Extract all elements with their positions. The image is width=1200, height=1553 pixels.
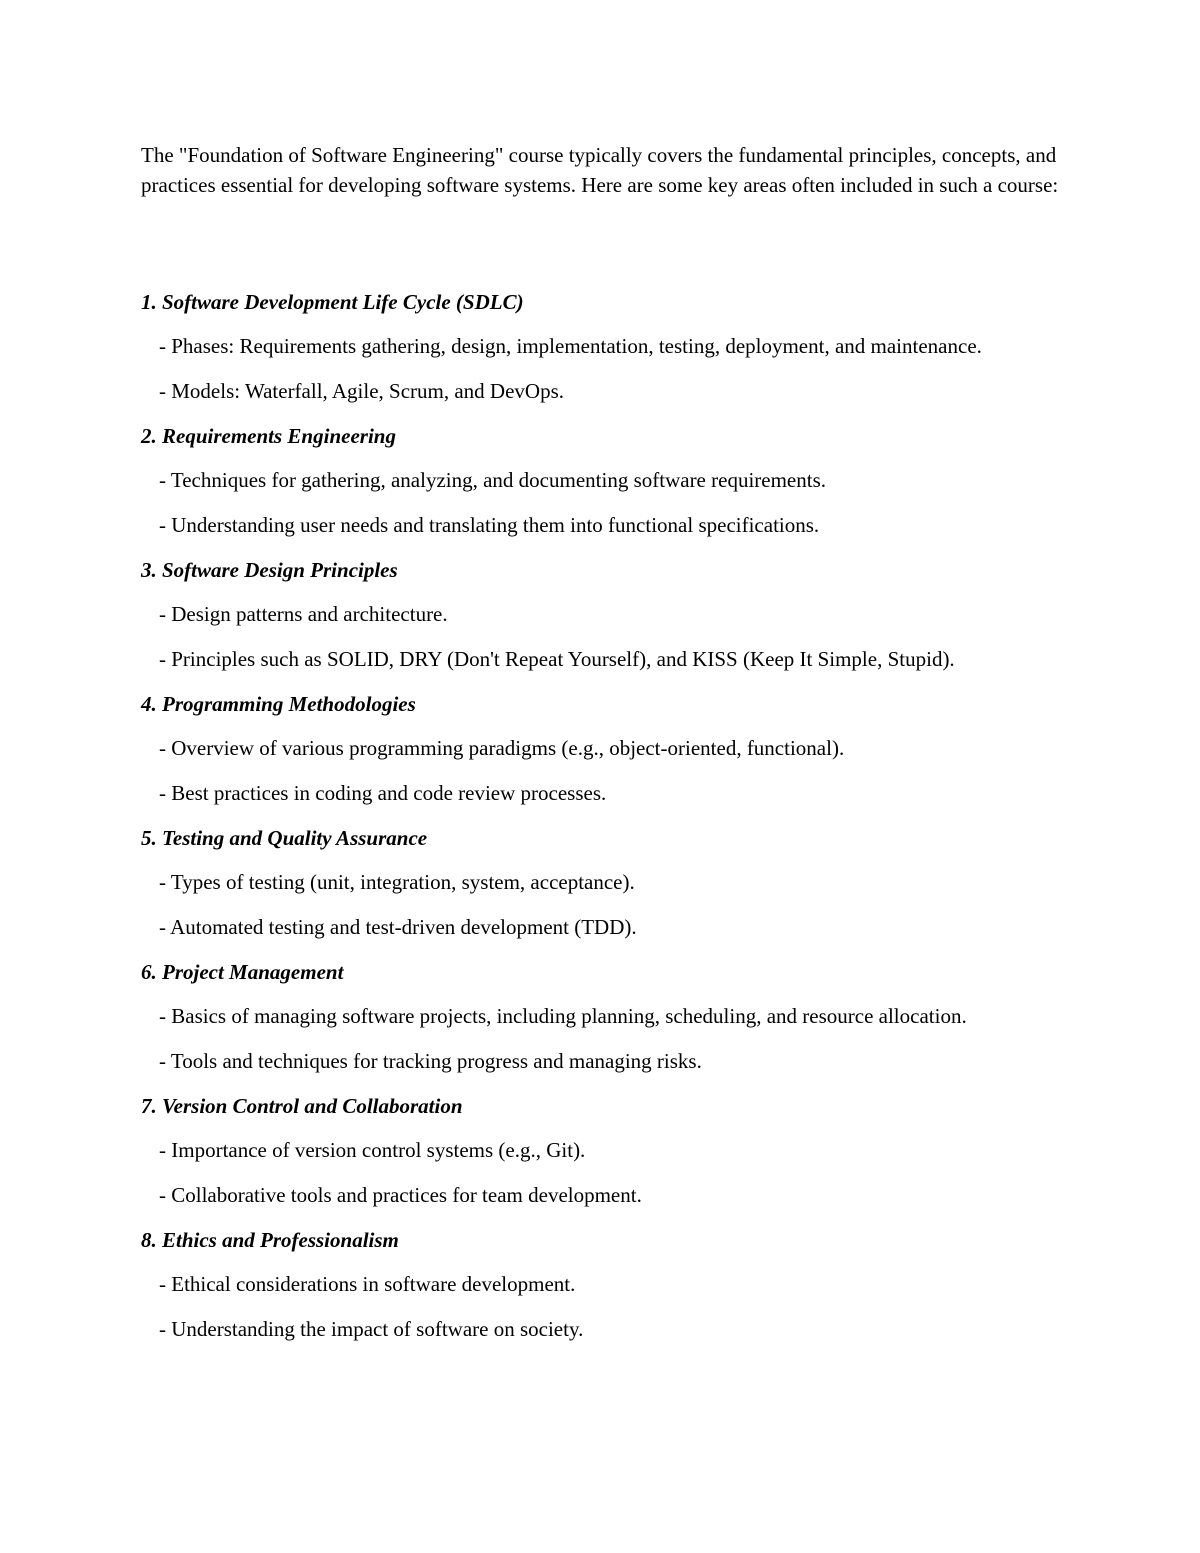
section <box>141 823 1071 942</box>
section-heading: 8. Ethics and Professionalism <box>141 1228 399 1252</box>
section <box>141 287 1071 406</box>
section-heading: 7. Version Control and Collaboration <box>141 1094 463 1118</box>
bullet-item: - Ethical considerations in software development. <box>159 1272 576 1296</box>
bullet-item: - Basics of managing software projects, including planning, scheduling, and resource allocation. <box>159 1004 967 1028</box>
intro-paragraph: The "Foundation of Software Engineering" course typically covers the fundamental principles, concepts, and practices essential for developing software systems. Here are some key areas often included in such a course: <box>141 143 1059 197</box>
section-heading: 4. Programming Methodologies <box>141 692 416 716</box>
bullet-item: - Techniques for gathering, analyzing, and documenting software requirements. <box>159 468 827 492</box>
bullet-item: - Understanding the impact of software on society. <box>159 1316 584 1341</box>
section <box>141 689 1071 808</box>
bullet-item: - Overview of various programming paradigms (e.g., object-oriented, functional). <box>159 736 845 760</box>
bullet-item: - Tools and techniques for tracking progress and managing risks. <box>159 1048 702 1073</box>
section <box>141 555 1071 674</box>
section-heading: 1. Software Development Life Cycle (SDLC) <box>141 290 524 314</box>
section <box>141 421 1071 540</box>
bullet-item: - Types of testing (unit, integration, system, acceptance). <box>159 870 635 894</box>
section <box>141 1225 1071 1344</box>
bullet-item: - Automated testing and test-driven development (TDD). <box>159 914 637 939</box>
bullet-item: - Understanding user needs and translating them into functional specifications. <box>159 512 820 537</box>
bullet-item: - Phases: Requirements gathering, design, implementation, testing, deployment, and maintenance. <box>159 334 982 358</box>
section-list <box>141 287 1071 1359</box>
section-heading: 3. Software Design Principles <box>141 558 398 582</box>
bullet-item: - Design patterns and architecture. <box>159 602 448 626</box>
section-heading: 5. Testing and Quality Assurance <box>141 826 428 850</box>
section <box>141 957 1071 1076</box>
section-heading: 6. Project Management <box>141 960 344 984</box>
bullet-item: - Importance of version control systems (e.g., Git). <box>159 1138 586 1162</box>
section-heading: 2. Requirements Engineering <box>141 424 396 448</box>
bullet-item: - Principles such as SOLID, DRY (Don't Repeat Yourself), and KISS (Keep It Simple, Stupid). <box>159 646 955 671</box>
bullet-item: - Collaborative tools and practices for team development. <box>159 1182 642 1207</box>
bullet-item: - Best practices in coding and code review processes. <box>159 780 607 805</box>
section <box>141 1091 1071 1210</box>
bullet-item: - Models: Waterfall, Agile, Scrum, and DevOps. <box>159 378 565 403</box>
